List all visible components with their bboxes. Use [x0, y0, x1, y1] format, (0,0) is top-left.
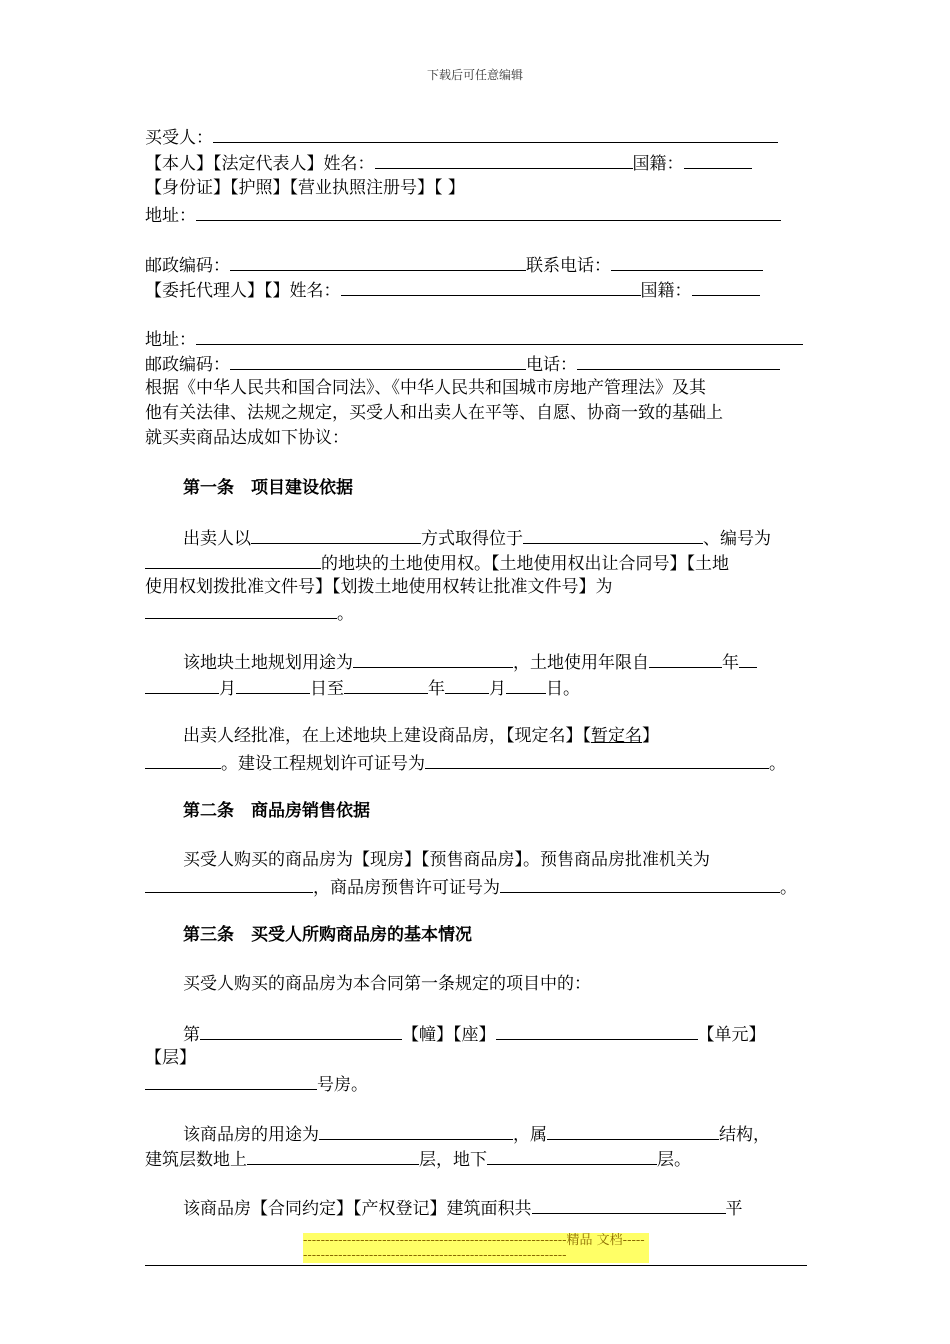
buyer-name-blank[interactable] [213, 125, 778, 143]
start-month-blank[interactable] [145, 676, 219, 694]
start-month-blank-a[interactable] [739, 650, 757, 668]
agent-postcode-line [145, 352, 780, 376]
unit-number-blank[interactable] [496, 1022, 698, 1040]
article1-p2-line2 [145, 676, 580, 700]
buyer-rep-line [145, 151, 752, 175]
buyer-line [145, 125, 778, 149]
project-name-blank[interactable] [145, 751, 221, 769]
article1-p1-text-d: 的地块的土地使用权。【土地使用权出让合同号】【土地 [321, 554, 729, 574]
start-day-blank[interactable] [236, 676, 310, 694]
presale-authority-blank[interactable] [145, 875, 313, 893]
article3-title: 第三条 买受人所购商品房的基本情况 [183, 925, 472, 945]
year-label: 年 [722, 653, 739, 673]
land-use-blank[interactable] [353, 650, 513, 668]
buyer-label: 买受人： [145, 128, 213, 148]
use-label: 该商品房的用途为 [183, 1125, 319, 1145]
article1-p3-text-a: 出卖人经批准，在上述地块上建设商品房，【现定名】【 [183, 726, 591, 746]
article1-title: 第一条 项目建设依据 [183, 478, 353, 498]
start-year-blank[interactable] [649, 650, 722, 668]
buyer-phone-label: 联系电话： [526, 256, 611, 276]
end-day-blank[interactable] [506, 676, 546, 694]
agent-name-blank[interactable] [341, 278, 641, 296]
buyer-rep-name-blank[interactable] [375, 151, 633, 169]
article3-unit-line1 [183, 1022, 766, 1046]
end-day-label: 日。 [546, 679, 580, 699]
article1-p1-period: 。 [337, 604, 354, 624]
article1-p3-line1 [183, 725, 659, 747]
unit-label: 【单元】 [697, 1025, 766, 1045]
buyer-address-label: 地址： [145, 206, 196, 226]
buyer-address-blank[interactable] [196, 203, 781, 221]
article1-p3-bracket: 】 [642, 726, 659, 746]
article3-area-line [183, 1196, 743, 1220]
article1-p3-period: 。 [769, 754, 786, 774]
buyer-phone-blank[interactable] [611, 253, 763, 271]
agent-address-line [145, 327, 803, 351]
article1-p2-text-a: 该地块土地规划用途为 [183, 653, 353, 673]
agent-phone-blank[interactable] [577, 352, 780, 370]
footer-rule [145, 1265, 807, 1266]
article1-p1-text-c: 、编号为 [703, 529, 771, 549]
land-number-blank[interactable] [145, 551, 321, 569]
article2-p1-line2 [145, 875, 797, 899]
house-use-blank[interactable] [319, 1122, 513, 1140]
agent-postcode-label: 邮政编码： [145, 355, 230, 375]
footer-watermark-band: ------------------------------------------------------------精品 文档----------------------------------------------------------------- [303, 1233, 649, 1263]
article3-use-line [183, 1122, 770, 1146]
building-number-blank[interactable] [200, 1022, 402, 1040]
room-number-blank[interactable] [145, 1072, 317, 1090]
area-label: 该商品房【合同约定】【产权登记】建筑面积共 [183, 1199, 532, 1219]
article3-room-line [145, 1072, 368, 1096]
article2-period: 。 [780, 878, 797, 898]
area-unit-label: 平 [725, 1199, 743, 1219]
buyer-postcode-line [145, 253, 763, 277]
acquisition-method-blank[interactable] [251, 526, 421, 544]
agent-nationality-blank[interactable] [692, 278, 760, 296]
floors-below-label: 层，地下 [419, 1150, 487, 1170]
agent-phone-label: 电话： [526, 355, 577, 375]
article2-p1-line1: 买受人购买的商品房为【现房】【预售商品房】。预售商品房批准机关为 [183, 850, 710, 870]
floors-below-blank[interactable] [487, 1147, 657, 1165]
agent-nationality-label: 国籍： [640, 281, 692, 301]
land-location-blank[interactable] [523, 526, 703, 544]
agent-label: 【委托代理人】【】姓名： [145, 281, 341, 301]
agent-address-blank[interactable] [196, 327, 803, 345]
structure-blank[interactable] [547, 1122, 719, 1140]
planning-permit-blank[interactable] [425, 751, 769, 769]
preamble-line-1: 根据《中华人民共和国合同法》、《中华人民共和国城市房地产管理法》及其 [145, 378, 706, 398]
article3-floor-label: 【层】 [145, 1048, 196, 1068]
buyer-address-line [145, 203, 781, 227]
article3-floors-line [145, 1147, 691, 1171]
month-label: 月 [219, 679, 236, 699]
end-year-label: 年 [428, 679, 445, 699]
buyer-nationality-blank[interactable] [684, 151, 752, 169]
floors-above-blank[interactable] [247, 1147, 419, 1165]
structure-label: 结构， [719, 1125, 770, 1145]
article3-p1: 买受人购买的商品房为本合同第一条规定的项目中的： [183, 974, 591, 994]
buyer-nationality-label: 国籍： [632, 154, 684, 174]
structure-prefix: ，属 [513, 1125, 547, 1145]
end-year-blank[interactable] [344, 676, 428, 694]
floors-above-label: 建筑层数地上 [145, 1150, 247, 1170]
end-month-blank[interactable] [445, 676, 489, 694]
buyer-postcode-label: 邮政编码： [145, 256, 230, 276]
article1-p3-text-b: 。建设工程规划许可证号为 [221, 754, 425, 774]
no-label: 第 [183, 1025, 200, 1045]
floors-end-label: 层。 [657, 1150, 691, 1170]
agent-address-label: 地址： [145, 330, 196, 350]
presale-permit-blank[interactable] [500, 875, 780, 893]
day-to-label: 日至 [310, 679, 344, 699]
article1-p1-text-b: 方式取得位于 [421, 529, 523, 549]
page-header-note: 下载后可任意编辑 [426, 68, 523, 82]
article2-title: 第二条 商品房销售依据 [183, 801, 370, 821]
buyer-rep-label: 【本人】【法定代表人】姓名： [145, 154, 375, 174]
article2-p1-text-b: ，商品房预售许可证号为 [313, 878, 500, 898]
end-month-label: 月 [489, 679, 506, 699]
article1-p3-line2 [145, 751, 786, 775]
preamble-line-2: 他有关法律、法规之规定，买受人和出卖人在平等、自愿、协商一致的基础上 [145, 403, 723, 423]
agent-postcode-blank[interactable] [230, 352, 526, 370]
buyer-id-line: 【身份证】【护照】【营业执照注册号】【 】 [145, 178, 465, 198]
land-doc-number-blank[interactable] [145, 601, 337, 619]
article1-p2-line1 [183, 650, 757, 674]
article1-p1-line1 [183, 526, 771, 550]
building-label: 【幢】【座】 [402, 1025, 496, 1045]
building-area-blank[interactable] [532, 1196, 726, 1214]
article1-p1-line4 [145, 601, 354, 625]
agent-line [145, 278, 760, 302]
article1-p1-line3: 使用权划拨批准文件号】【划拨土地使用权转让批准文件号】为 [145, 577, 613, 597]
preamble-line-3: 就买卖商品达成如下协议： [145, 428, 349, 448]
article1-p1-line2 [145, 551, 729, 575]
buyer-postcode-blank[interactable] [230, 253, 526, 271]
article1-p2-text-b: ，土地使用年限自 [513, 653, 649, 673]
room-label: 号房。 [317, 1075, 368, 1095]
tentative-name-option[interactable]: 暂定名 [591, 726, 642, 746]
article1-p1-text-a: 出卖人以 [183, 529, 251, 549]
